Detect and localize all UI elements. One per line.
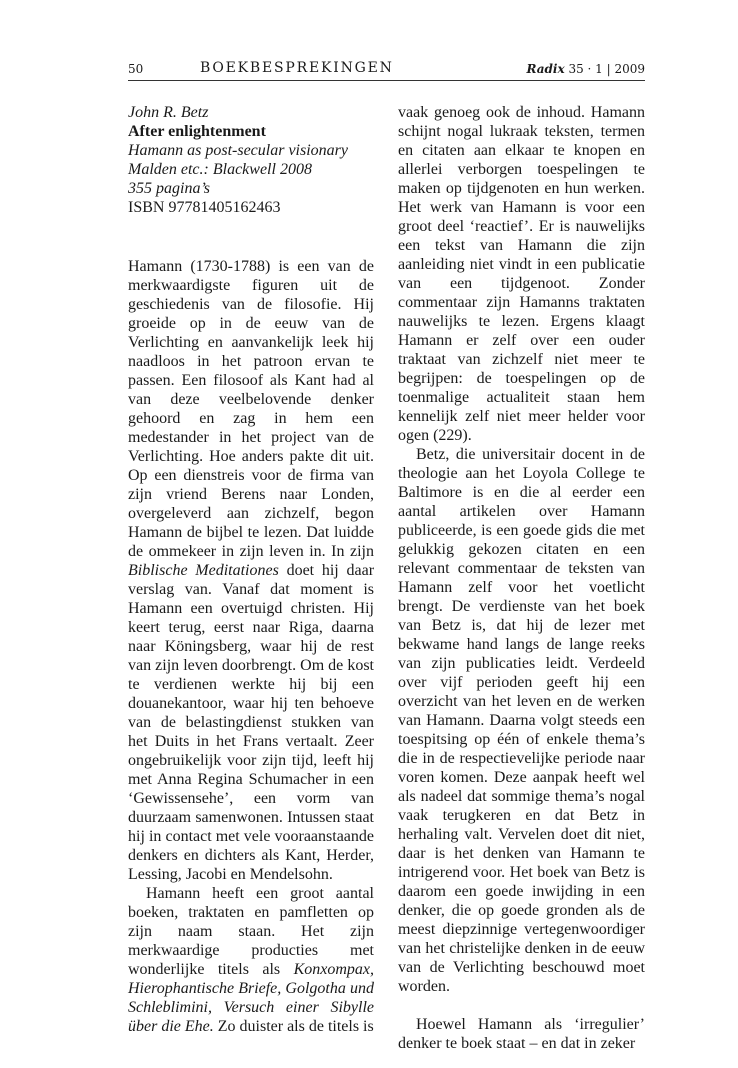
journal-name: Radix (526, 62, 565, 76)
paragraph-text: Hamann heeft een groot aantal boeken, traktaten en pamfletten op zijn naam staan. Het zijn merkwaardige producties met wonderlijke titels als (128, 885, 374, 978)
book-citation (128, 103, 374, 217)
book-subtitle: Hamann as post-secular visionary (128, 142, 348, 159)
journal-issue: 35 · 1 | 2009 (568, 62, 645, 76)
work-title: Biblische Meditationes (128, 562, 279, 579)
book-author: John R. Betz (128, 104, 209, 121)
paragraph-gap (398, 996, 645, 1015)
work-titles: Konxompax, Hierophantische Briefe, Golgotha und Schleblimini, Versuch einer Sibylle über die Ehe. (128, 961, 374, 1035)
body-paragraph (128, 257, 374, 884)
paragraph-text: Hamann (1730-1788) is een van de merkwaardigste figuren uit de geschiedenis van de filosofie. Hij groeide op in de eeuw van de Verlichting en aanvankelijk leek hij naadloos in het patroon ervan te passen. Een filosoof als Kant had al van deze veelbelovende denker gehoord en zag in hem een medestander in het project van de Verlichting. Hoe anders pakte dit uit. Op een dienstreis voor de firma van zijn vriend Berens naar Londen, overgeleverd aan zichzelf, begon Hamann de bijbel te lezen. Dat luidde de ommekeer in zijn leven in. In zijn (128, 258, 374, 560)
paragraph-text: Zo duister als de titels is (217, 1018, 374, 1035)
book-isbn: ISBN 97781405162463 (128, 199, 281, 216)
body-paragraph (128, 884, 374, 1036)
journal-reference (526, 62, 645, 76)
section-title: BOEKBESPREKINGEN (200, 60, 394, 76)
body-paragraph: Betz, die universitair docent in de theologie aan het Loyola College te Baltimore is en die al eerder een aantal artikelen over Hamann publiceerde, is een goede gids die met gelukkig gekozen citaten en een relevant commentaar de teksten van Hamann zelf voor het voetlicht brengt. De verdienste van het boek van Betz is, dat hij de lezer met bekwame hand langs de lange reeks van zijn publicaties leidt. Verdeeld over vijf perioden geeft hij een overzicht van het leven en de werken van Hamann. Daarna volgt steeds een toespitsing op één of enkele thema’s die in de respectievelijke periode naar voren komen. Deze aanpak heeft wel als nadeel dat sommige thema’s nogal vaak terugkeren en dat Betz in herhaling valt. Vervelen doet dit niet, daar is het denken van Hamann te intrigerend voor. Het boek van Betz is daarom een goede inwijding in een denker, die op goede gronden als de meest diepzinnige vertegenwoordiger van het christelijke denken in de eeuw van de Verlichting beschouwd moet worden. (398, 446, 645, 995)
book-pages: 355 pagina’s (128, 180, 210, 197)
header-rule (128, 80, 645, 81)
body-paragraph: Hoewel Hamann als ‘irregulier’ denker te boek staat – en dat in zeker (398, 1016, 645, 1052)
book-title: After enlightenment (128, 123, 266, 140)
page-number: 50 (128, 62, 144, 76)
running-head (128, 60, 645, 80)
book-publisher: Malden etc.: Blackwell 2008 (128, 161, 312, 178)
right-column (398, 103, 645, 1053)
left-column (128, 103, 374, 1036)
paragraph-text: doet hij daar verslag van. Vanaf dat moment is Hamann een overtuigd christen. Hij keert terug, eerst naar Riga, daarna naar Köningsberg, waar hij de rest van zijn leven doorbrengt. Om de kost te verdienen werkte hij bij een douanekantoor, waar hij ten behoeve van de belastingdienst stukken van het Duits in het Frans vertaalt. Zeer ongebruikelijk voor zijn tijd, leeft hij met Anna Regina Schumacher in een ‘Gewissensehe’, een vorm van duurzaam samenwonen. Intussen staat hij in contact met vele vooraanstaande denkers en dichters als Kant, Herder, Lessing, Jacobi en Mendelsohn. (128, 562, 375, 883)
body-paragraph: vaak genoeg ook de inhoud. Hamann schijnt nogal lukraak teksten, termen en citaten aan elkaar te knopen en allerlei verborgen toespelingen te maken op tijdgenoten en hun werken. Het werk van Hamann is voor een groot deel ‘reactief’. Er is nauwelijks een tekst van Hamann die zijn aanleiding niet vindt in een publicatie van een tijdgenoot. Zonder commentaar zijn Hamanns traktaten nauwelijks te lezen. Ergens klaagt Hamann er zelf over een ouder traktaat van zichzelf niet meer te begrijpen: de toespelingen op de toenmalige actualiteit staan hem kennelijk zelf niet meer helder voor ogen (229). (398, 104, 645, 444)
